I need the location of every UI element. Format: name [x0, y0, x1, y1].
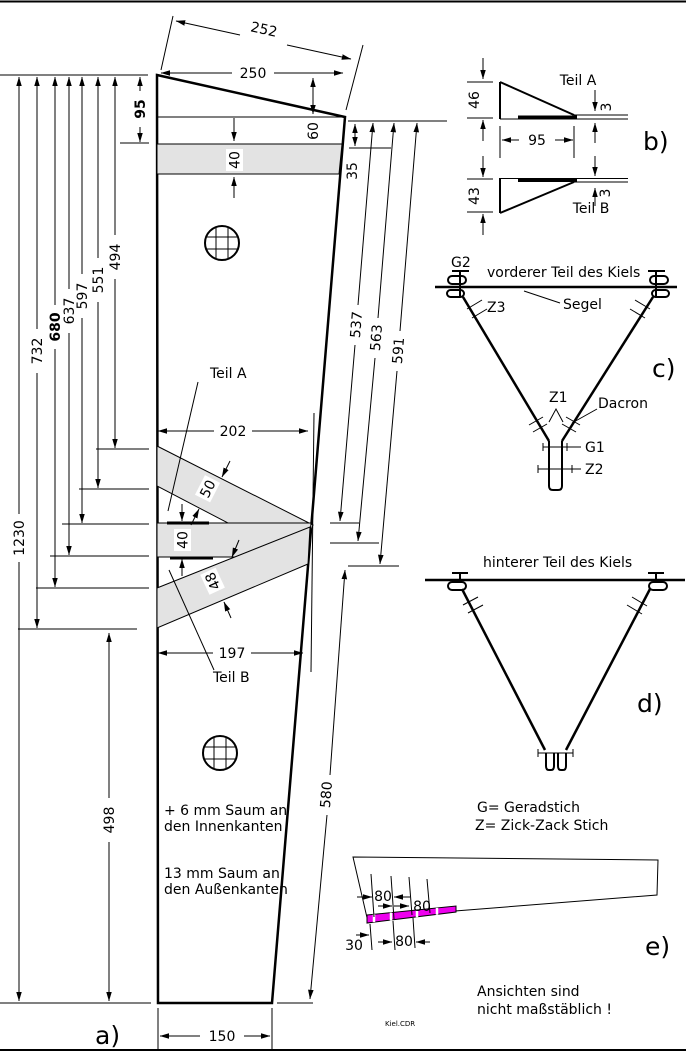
- dim-left-637: 637: [62, 297, 78, 325]
- dim-right-563: 563: [367, 323, 387, 352]
- dim-e-80-3: 80: [395, 934, 413, 950]
- dacron-label: Dacron: [598, 396, 648, 412]
- dim-3-a: 3: [599, 102, 615, 112]
- stitch-g1-label: G1: [585, 440, 605, 456]
- dim-band-40: 40: [175, 531, 192, 549]
- grommet-icon: [203, 736, 237, 770]
- top-hem-band: [157, 144, 342, 174]
- dim-197: 197: [218, 646, 246, 662]
- scale-note-line1: Ansichten sind: [477, 984, 580, 1000]
- dim-e-30: 30: [345, 938, 363, 954]
- dim-right-580: 580: [317, 780, 337, 809]
- dim-left-1230: 1230: [12, 520, 28, 556]
- detail-b-part-a-label: Teil A: [559, 73, 597, 89]
- dim-left-680: 680: [48, 312, 64, 342]
- seam-note-outer-line1: 13 mm Saum an: [164, 866, 280, 882]
- stitch-g2-label: G2: [451, 255, 471, 271]
- dim-band-top-40: 40: [227, 151, 244, 169]
- dim-left-494: 494: [108, 243, 124, 271]
- view-e-label: e): [645, 932, 671, 961]
- dim-left-95: 95: [133, 99, 149, 119]
- dim-60: 60: [306, 122, 322, 140]
- legend-zickzack: Z= Zick-Zack Stich: [475, 818, 609, 834]
- view-c-label: c): [652, 354, 676, 383]
- view-d-label: d): [637, 689, 663, 718]
- dim-right-537: 537: [347, 310, 367, 339]
- dim-43: 43: [467, 187, 483, 205]
- front-keel-title: vorderer Teil des Kiels: [487, 265, 641, 281]
- footer-notes: [385, 984, 612, 1028]
- dim-e-80-1: 80: [374, 889, 392, 905]
- dim-95-overlap: 95: [528, 133, 546, 149]
- rear-keel-view: [425, 555, 685, 770]
- sail-label: Segel: [563, 297, 602, 313]
- dim-top-252: 252: [249, 19, 279, 41]
- detail-view-b: [467, 58, 669, 235]
- file-label: Kiel.CDR: [385, 1020, 416, 1028]
- scale-note-line2: nicht maßstäblich !: [477, 1002, 612, 1018]
- bottom-dimension: [95, 1008, 272, 1051]
- part-a-label: Teil A: [210, 366, 247, 382]
- dim-band-50: 50: [197, 477, 220, 501]
- dim-35: 35: [345, 162, 361, 180]
- dim-left-551: 551: [91, 266, 107, 294]
- stitch-z1-label: Z1: [549, 390, 568, 406]
- dim-3-b: 3: [598, 188, 614, 198]
- view-a-label: a): [95, 1021, 121, 1050]
- dim-202: 202: [219, 424, 247, 440]
- dim-band-48: 48: [202, 569, 225, 593]
- dim-46: 46: [467, 91, 483, 109]
- dim-left-597: 597: [75, 282, 91, 310]
- part-b-label: Teil B: [213, 670, 250, 686]
- stitch-legend: [475, 800, 608, 834]
- seam-note-inner-line1: + 6 mm Saum an: [164, 803, 288, 819]
- detail-view-e: [345, 857, 670, 961]
- dim-right-591: 591: [389, 336, 409, 365]
- stitch-z2-label: Z2: [585, 462, 604, 478]
- dim-left-498: 498: [102, 806, 118, 834]
- detail-b-part-b-label: Teil B: [572, 201, 610, 217]
- rear-keel-title: hinterer Teil des Kiels: [483, 555, 633, 571]
- dim-e-80-2: 80: [413, 899, 431, 915]
- seam-note-outer-line2: den Außenkanten: [164, 882, 288, 898]
- dim-150: 150: [208, 1029, 236, 1045]
- dim-top-250: 250: [239, 66, 267, 82]
- left-dimension-stack: [0, 75, 151, 1003]
- dim-left-732: 732: [30, 337, 46, 365]
- seam-note-inner-line2: den Innenkanten: [164, 819, 283, 835]
- front-keel-view: [435, 255, 677, 490]
- stitch-z3-label: Z3: [487, 300, 506, 316]
- legend-geradstich: G= Geradstich: [477, 800, 580, 816]
- view-b-label: b): [643, 127, 669, 156]
- grommet-icon: [205, 226, 239, 260]
